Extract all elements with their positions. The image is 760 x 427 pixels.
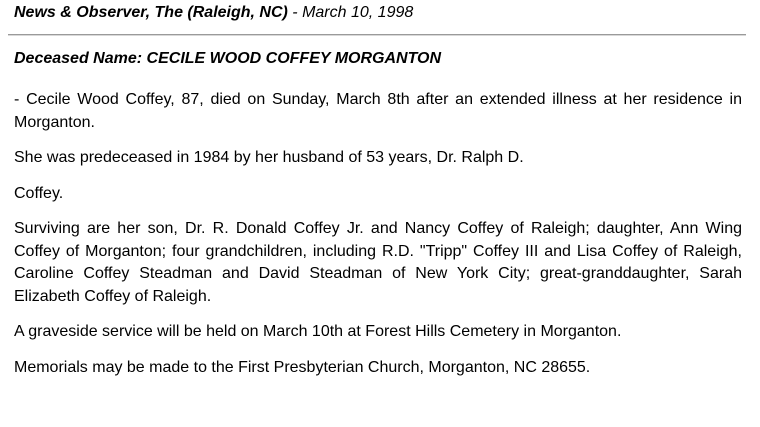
deceased-name-heading bbox=[14, 50, 441, 68]
obituary-paragraph-surname: Coffey. bbox=[14, 184, 64, 202]
obituary-body bbox=[14, 89, 742, 392]
obituary-header bbox=[14, 4, 413, 22]
deceased-label: Deceased Name: bbox=[14, 50, 143, 67]
obituary-paragraph-service: A graveside service will be held on March 10th at Forest Hills Cemetery in Morganton. bbox=[14, 323, 622, 340]
publication-date: March 10, 1998 bbox=[302, 4, 414, 21]
obituary-paragraph-intro: - Cecile Wood Coffey, 87, died on Sunday, March 8th after an extended illness at her residence in Morganton. bbox=[14, 91, 742, 131]
header-separator: - bbox=[287, 4, 303, 21]
header-divider bbox=[8, 34, 746, 36]
obituary-paragraph-memorials: Memorials may be made to the First Presbyterian Church, Morganton, NC 28655. bbox=[14, 358, 591, 376]
obituary-paragraph-predeceased: She was predeceased in 1984 by her husband of 53 years, Dr. Ralph D. bbox=[14, 149, 524, 166]
deceased-name: CECILE WOOD COFFEY MORGANTON bbox=[146, 50, 442, 67]
newspaper-source: News & Observer, The (Raleigh, NC) bbox=[14, 4, 288, 21]
obituary-paragraph-survivors: Surviving are her son, Dr. R. Donald Coffey Jr. and Nancy Coffey of Raleigh; daughter, Ann Wing Coffey of Morganton; four grandchildren, including R.D. "Tripp" Coffey III and Lisa Coffey of Raleigh, Caroline Coffey Steadman and David Steadman of New York City; great-granddaughter, Sarah Elizabeth Coffey of Raleigh. bbox=[14, 220, 742, 305]
